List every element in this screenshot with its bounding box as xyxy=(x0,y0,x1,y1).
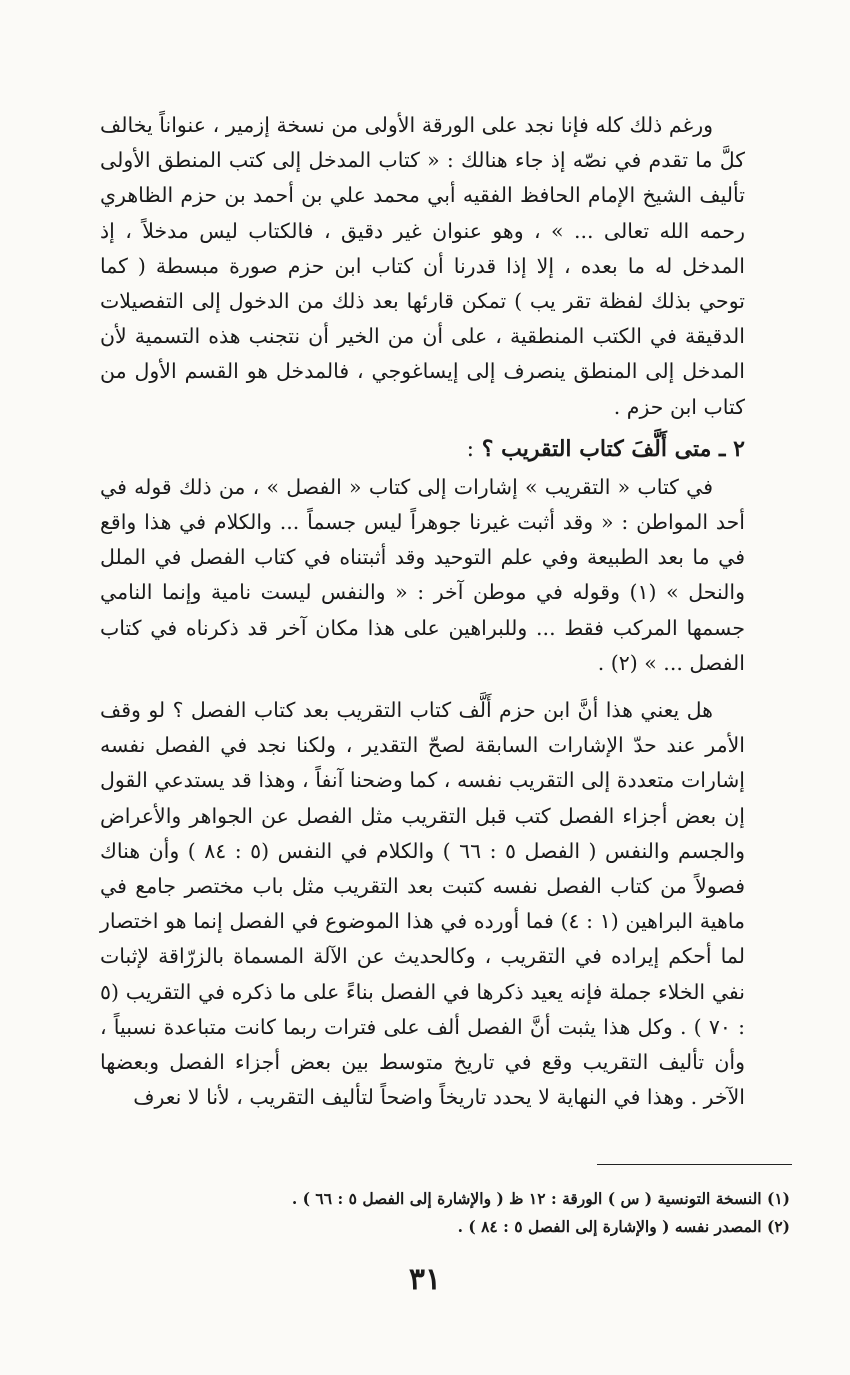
page-number: ٣١ xyxy=(408,1262,442,1297)
section-heading-text: ٢ ـ متى أَلَّفَ كتاب التقريب ؟ xyxy=(481,435,745,462)
footnote-1: (١) النسخة التونسية ( س ) الورقة : ١٢ ظ ( والإشارة إلى الفصل ٥ : ٦٦ ) . xyxy=(291,1189,790,1208)
section-paragraph-1: في كتاب « التقريب » إشارات إلى كتاب « الفصل » ، من ذلك قوله في أحد المواطن : « وقد أثبت غيرنا جوهراً ليس جسماً ... والكلام في هذا واقع في ما بعد الطبيعة وفي علم التوحيد وقد أثبتناه في كتاب الفصل في الملل والنحل » (١) وقوله في موطن آخر : « والنفس ليست نامية وإنما النامي جسمها المركب فقط ... وللبراهين على هذا مكان آخر قد ذكرناه في كتاب الفصل ... » (٢) . xyxy=(100,474,745,675)
intro-paragraph: ورغم ذلك كله فإنا نجد على الورقة الأولى من نسخة إزمير ، عنواناً يخالف كلَّ ما تقدم في نصّه إذ جاء هنالك : « كتاب المدخل إلى كتب المنطق الأولى تأليف الشيخ الإمام الحافظ الفقيه أبي محمد علي بن أحمد بن حزم الظاهري رحمه الله تعالى ... » ، وهو عنوان غير دقيق ، فالكتاب ليس مدخلاً ، إذ المدخل له ما بعده ، إلا إذا قدرنا أن كتاب ابن حزم صورة مبسطة ( كما توحي بذلك لفظة تقر يب ) تمكن قارئها بعد ذلك من الدخول إلى التفصيلات الدقيقة في الكتب المنطقية ، على أن من الخير أن نتجنب هذه التسمية لأن المدخل إلى المنطق ينصرف إلى إيساغوجي ، فالمدخل هو القسم الأول من كتاب ابن حزم . xyxy=(100,113,745,419)
section-heading xyxy=(100,431,745,468)
section-heading-colon: : xyxy=(466,436,475,462)
page-body xyxy=(100,108,745,1115)
footnote-2: (٢) المصدر نفسه ( والإشارة إلى الفصل ٥ : ٨٤ ) . xyxy=(457,1217,790,1236)
footnote-separator xyxy=(597,1164,792,1165)
section-paragraph-2: هل يعني هذا أنَّ ابن حزم أَلَّف كتاب التقريب بعد كتاب الفصل ؟ لو وقف الأمر عند حدّ الإشارات السابقة لصحّ التقدير ، ولكنا نجد في الفصل نفسه إشارات متعددة إلى التقريب نفسه ، كما وضحنا آنفاً ، وهذا قد يستدعي القول إن بعض أجزاء الفصل كتب قبل التقريب مثل الفصل عن الجواهر والأعراض والجسم والنفس ( الفصل ٥ : ٦٦ ) والكلام في النفس (٥ : ٨٤ ) وأن هناك فصولاً من كتاب الفصل نفسه كتبت بعد التقريب مثل باب مختصر جامع في ماهية البراهين (١ : ٤) فما أورده في هذا الموضوع في الفصل إنما هو اختصار لما أحكم إيراده في التقريب ، وكالحديث عن الآلة المسماة بالزرّاقة لإثبات نفي الخلاء جملة فإنه يعيد ذكرها في الفصل بناءً على ما ذكره في التقريب (٥ : ٧٠ ) . وكل هذا يثبت أنَّ الفصل ألف على فترات ربما كانت متباعدة نسبياً ، وأن تأليف التقريب وقع في تاريخ متوسط بين بعض أجزاء الفصل وبعضها الآخر . وهذا في النهاية لا يحدد تاريخاً واضحاً لتأليف التقريب ، لأنا لا نعرف xyxy=(100,698,745,1110)
footnotes xyxy=(260,1185,790,1241)
